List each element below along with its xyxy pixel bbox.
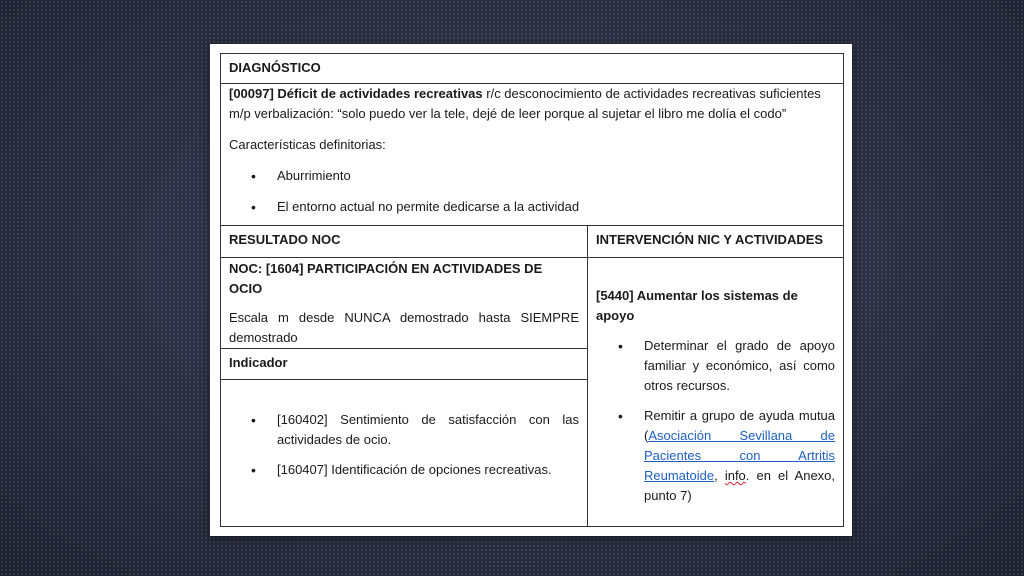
intervencion-header-text: INTERVENCIÓN NIC Y ACTIVIDADES <box>596 232 824 247</box>
nic-activity-item <box>596 406 835 506</box>
resultado-header <box>221 226 588 258</box>
intervencion-header <box>588 226 844 258</box>
diagnostico-header-text: DIAGNÓSTICO <box>229 60 321 75</box>
nic-activities-list <box>596 336 835 506</box>
indicador-item: • [160407] Identificación de opciones recreativas. <box>229 460 579 480</box>
indicadores-cell <box>221 380 588 527</box>
diagnostico-statement <box>229 84 835 124</box>
diagnostico-body <box>221 84 844 226</box>
caracteristicas-list <box>229 166 835 217</box>
asociacion-link[interactable]: Asociación Sevillana de Pacientes con Artritis Reumatoide <box>644 428 836 483</box>
caracteristica-item: • Aburrimiento <box>229 166 835 186</box>
indicador-header <box>221 349 588 380</box>
resultado-header-text: RESULTADO NOC <box>229 232 341 247</box>
diagnostico-description: r/c desconocimiento de actividades recreativas suficientes m/p verbalización: “solo puedo ver la tele, dejé de leer porque al sujetar el libro me dolía el codo” <box>229 86 821 121</box>
diagnostico-header <box>221 54 844 84</box>
nic-activity-text: , <box>714 468 725 483</box>
indicador-header-text: Indicador <box>229 355 288 370</box>
noc-cell <box>221 258 588 349</box>
nic-activity-text: Remitir a grupo de ayuda mutua ( <box>644 408 836 443</box>
nic-title: [5440] Aumentar los sistemas de apoyo <box>596 288 798 323</box>
indicadores-list <box>229 410 579 480</box>
document-page <box>210 44 852 536</box>
nic-activity-item: • Determinar el grado de apoyo familiar y económico, así como otros recursos. <box>596 336 835 396</box>
noc-escala: Escala m desde NUNCA demostrado hasta SIEMPRE demostrado <box>229 310 579 345</box>
spellcheck-word: info <box>724 468 746 483</box>
caracteristicas-label: Características definitorias: <box>229 137 386 152</box>
caracteristica-item: • El entorno actual no permite dedicarse a la actividad <box>229 197 835 217</box>
nic-activity-text: . en el Anexo, punto 7) <box>644 468 836 503</box>
diagnostico-code-title: [00097] Déficit de actividades recreativas <box>229 86 483 101</box>
nic-cell <box>588 258 844 527</box>
indicador-item: • [160402] Sentimiento de satisfacción con las actividades de ocio. <box>229 410 579 450</box>
noc-title: NOC: [1604] PARTICIPACIÓN EN ACTIVIDADES DE OCIO <box>229 261 543 296</box>
care-plan-table <box>220 53 844 527</box>
